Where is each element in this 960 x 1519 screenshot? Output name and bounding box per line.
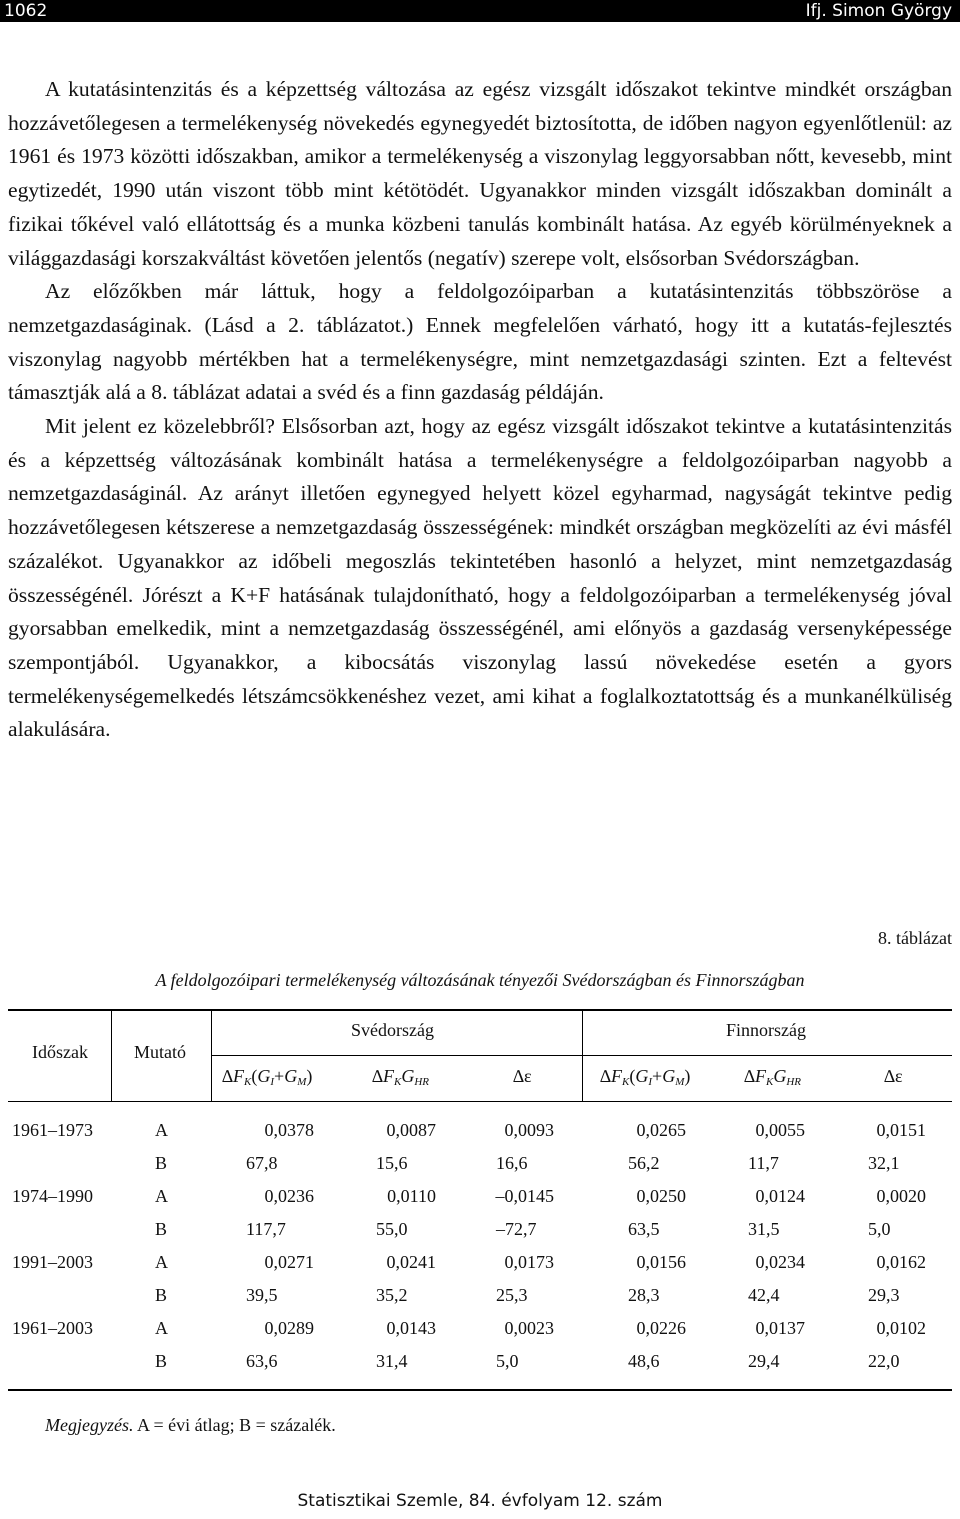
table-cell: 0,0093 xyxy=(504,1120,554,1140)
table-number: 8. táblázat xyxy=(878,928,952,948)
row-mutato: A xyxy=(155,1186,168,1206)
table-title: A feldolgozóipari termelékenység változásának tényezői Svédországban és Finnországban xyxy=(155,970,805,990)
table-cell: 67,8 xyxy=(246,1153,278,1173)
row-mutato: B xyxy=(155,1153,168,1173)
header-se-col1: $\Delta F_K(G_I+G_M)$ xyxy=(222,1066,313,1088)
paragraph-2: Az előzőkben már láttuk, hogy a feldolgozóiparban a kutatásintenzitás többszöröse a nemzetgazdaságinak. (Lásd a 2. táblázatot.) Ennek megfelelően várható, hogy itt a kutatás-fejlesztés viszonylag nagyobb mértékben hat a termelékenységre, mint nemzetgazdasági szinten. Ezt a feltevést támasztják alá a 8. táblázat adatai a svéd és a finn gazdaság példáján. xyxy=(8,279,952,405)
row-mutato: A xyxy=(155,1318,168,1338)
header-fi-col2: $\Delta F_KG_{HR}$ xyxy=(744,1066,802,1088)
table-cell: 0,0226 xyxy=(636,1318,686,1338)
paragraph-3: Mit jelent ez közelebbről? Elsősorban azt, hogy az egész vizsgált időszakot tekintve a kutatásintenzitás és a képzettség változásának kombinált hatása a termelékenységre a feldolgozóiparban nagyobb a nemzetgazdaságinál. Az arányt illetően egynegyed helyett közel egyharmad, nagyságát tekintve pedig hozzávetőlegesen kétszerese a nemzetgazdaság összességének: mindkét országban megközelíti az évi másfél százalékot. Ugyanakkor az időbeli megoszlás tekintetében hasonló a helyzet, mint nemzetgazdaság összességénél. Jórészt a K+F hatásának tulajdonítható, hogy a feldolgozóiparban a termelékenység jóval gyorsabban emelkedik, mint a nemzetgazdaság összességénél, ami előnyös a gazdaság versenyképessége szempontjából. Ugyanakkor, a kibocsátás viszonylag lassú növekedése esetén a gyors termelékenységemelkedés létszámcsökkenéshez vezet, ami kihat a foglalkoztatottság és a munkanélküliség alakulására. xyxy=(8,414,952,742)
header-fi-col1: $\Delta F_K(G_I+G_M)$ xyxy=(600,1066,691,1088)
table-cell: 22,0 xyxy=(868,1351,900,1371)
table-cell: 28,3 xyxy=(628,1285,660,1305)
table-cell: 63,5 xyxy=(628,1219,660,1239)
header-mutato: Mutató xyxy=(134,1042,186,1062)
table-cell: 0,0236 xyxy=(264,1186,314,1206)
table-cell: 0,0289 xyxy=(264,1318,314,1338)
table-cell: 0,0055 xyxy=(755,1120,805,1140)
row-mutato: B xyxy=(155,1219,168,1239)
table-cell: 0,0378 xyxy=(264,1120,314,1140)
note-label: Megjegyzés. xyxy=(45,1415,134,1435)
table-cell: 0,0250 xyxy=(636,1186,686,1206)
data-table xyxy=(8,0,952,1519)
table-cell: 0,0124 xyxy=(755,1186,805,1206)
table-cell: –0,0145 xyxy=(495,1186,554,1206)
table-divider xyxy=(111,1010,112,1101)
row-mutato: B xyxy=(155,1351,168,1371)
row-period: 1991–2003 xyxy=(12,1252,93,1272)
table-cell: 31,5 xyxy=(748,1219,780,1239)
table-cell: 35,2 xyxy=(376,1285,408,1305)
page-footer: Statisztikai Szemle, 84. évfolyam 12. szám xyxy=(297,1491,663,1511)
row-period: 1974–1990 xyxy=(12,1186,93,1206)
table-cell: 0,0143 xyxy=(386,1318,436,1338)
table-cell: 48,6 xyxy=(628,1351,660,1371)
table-cell: 25,3 xyxy=(496,1285,528,1305)
table-cell: 0,0241 xyxy=(386,1252,436,1272)
table-cell: 117,7 xyxy=(246,1219,286,1239)
row-mutato: A xyxy=(155,1120,168,1140)
table-cell: 39,5 xyxy=(246,1285,278,1305)
header-idoszak: Időszak xyxy=(32,1042,88,1062)
table-cell: 0,0156 xyxy=(636,1252,686,1272)
table-cell: 0,0151 xyxy=(876,1120,926,1140)
table-cell: 29,3 xyxy=(868,1285,900,1305)
table-cell: 32,1 xyxy=(868,1153,900,1173)
table-cell: 16,6 xyxy=(496,1153,528,1173)
header-se-col2: $\Delta F_KG_{HR}$ xyxy=(372,1066,430,1088)
page-number: 1062 xyxy=(4,1,48,21)
table-divider xyxy=(582,1010,583,1101)
header-svedorszag: Svédország xyxy=(351,1020,434,1040)
table-cell: 0,0173 xyxy=(504,1252,554,1272)
table-cell: 0,0234 xyxy=(755,1252,805,1272)
table-cell: 0,0162 xyxy=(876,1252,926,1272)
table-cell: 0,0023 xyxy=(504,1318,554,1338)
row-period: 1961–1973 xyxy=(12,1120,93,1140)
running-head-author: Ifj. Simon György xyxy=(805,1,952,21)
table-cell: 5,0 xyxy=(496,1351,519,1371)
paragraph-1: A kutatásintenzitás és a képzettség változása az egész vizsgált időszakot tekintve mindkét országban hozzávetőlegesen a termelékenység növekedés egynegyedét biztosította, de időben nagyon egyenlőtlenül: az 1961 és 1973 közötti időszakban, amikor a termelékenység a viszonylag leggyorsabban nőtt, kevesebb, mint egytizedét, 1990 után viszont több mint kétötödét. Ugyanakkor minden vizsgált időszakban dominált a fizikai tőkével való ellátottság és a munka közbeni tanulás kombinált hatása. Az egyéb körülményeknek a világgazdasági korszakváltást követően jelentős (negatív) szerepe volt, elsősorban Svédországban. xyxy=(8,77,952,270)
table-cell: 15,6 xyxy=(376,1153,408,1173)
table-divider xyxy=(211,1010,212,1101)
table-cell: 42,4 xyxy=(748,1285,780,1305)
table-cell: 0,0020 xyxy=(876,1186,926,1206)
table-cell: 55,0 xyxy=(376,1219,408,1239)
table-cell: 29,4 xyxy=(748,1351,780,1371)
table-cell: 0,0102 xyxy=(876,1318,926,1338)
header-se-col3: ∆ε xyxy=(513,1066,532,1086)
note-text: A = évi átlag; B = százalék. xyxy=(133,1415,336,1435)
table-cell: 5,0 xyxy=(868,1219,891,1239)
row-period: 1961–2003 xyxy=(12,1318,93,1338)
table-note xyxy=(45,1415,336,1436)
table-cell: 56,2 xyxy=(628,1153,660,1173)
table-cell: –72,7 xyxy=(496,1219,537,1239)
header-fi-col3: ∆ε xyxy=(884,1066,903,1086)
table-cell: 63,6 xyxy=(246,1351,278,1371)
table-cell: 0,0087 xyxy=(386,1120,436,1140)
table-cell: 0,0271 xyxy=(264,1252,314,1272)
row-mutato: A xyxy=(155,1252,168,1272)
table-cell: 31,4 xyxy=(376,1351,408,1371)
table-cell: 0,0265 xyxy=(636,1120,686,1140)
table-cell: 11,7 xyxy=(748,1153,779,1173)
table-cell: 0,0137 xyxy=(755,1318,805,1338)
row-mutato: B xyxy=(155,1285,168,1305)
table-cell: 0,0110 xyxy=(387,1186,436,1206)
header-finnorszag: Finnország xyxy=(726,1020,806,1040)
